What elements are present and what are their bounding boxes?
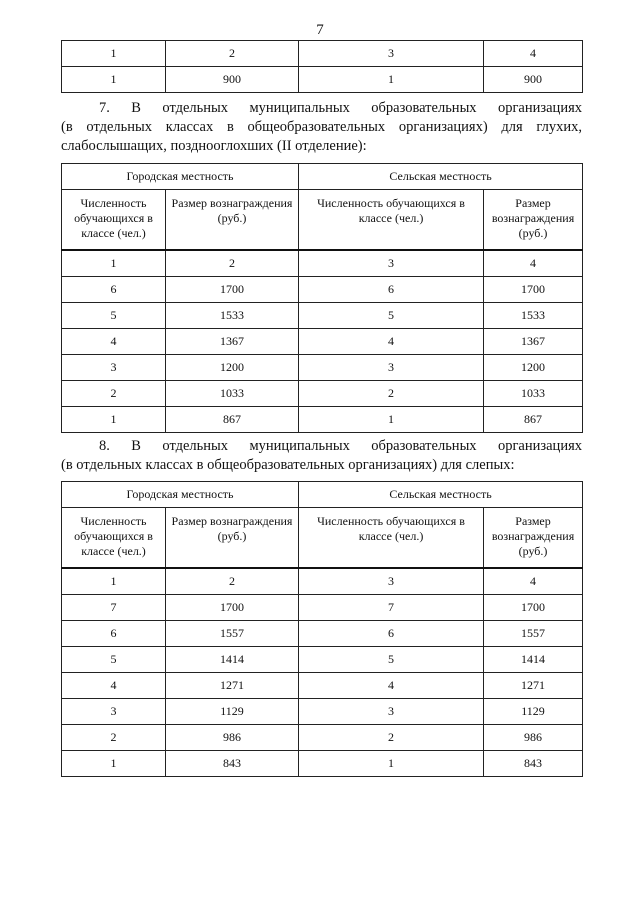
table-row <box>62 751 583 777</box>
urban-header: Городская местность <box>62 164 299 190</box>
table-cell: 867 <box>484 407 583 433</box>
column-header-count-rural: Численность обучающихся в классе (чел.) <box>299 508 484 569</box>
table-cell: 1533 <box>166 303 299 329</box>
table-cell: 5 <box>299 647 484 673</box>
table-cell: 867 <box>166 407 299 433</box>
table-cell: 1129 <box>166 699 299 725</box>
table-row <box>62 621 583 647</box>
table-row <box>62 277 583 303</box>
table-cell: 1414 <box>484 647 583 673</box>
section-8-table <box>61 481 583 777</box>
table-cell: 986 <box>166 725 299 751</box>
table-cell: 1 <box>62 250 166 277</box>
table-cell: 1271 <box>166 673 299 699</box>
section-7-line-1: 7. В отдельных муниципальных образовательных организациях <box>99 100 582 116</box>
table-cell: 6 <box>62 277 166 303</box>
table-cell: 1557 <box>166 621 299 647</box>
column-header-reward-rural: Размер вознаграждения (руб.) <box>484 508 583 569</box>
table-cell: 3 <box>299 568 484 595</box>
table-cell: 1700 <box>166 595 299 621</box>
table-cell: 1414 <box>166 647 299 673</box>
section-7-line-3: слабослышащих, позднооглохших (II отделение): <box>61 138 367 154</box>
table-cell: 4 <box>484 250 583 277</box>
table-cell: 5 <box>299 303 484 329</box>
column-header-count-rural: Численность обучающихся в классе (чел.) <box>299 190 484 251</box>
table-cell: 3 <box>62 699 166 725</box>
column-header-reward: Размер вознаграждения (руб.) <box>166 190 299 251</box>
table-cell: 1700 <box>484 595 583 621</box>
table-cell: 1367 <box>166 329 299 355</box>
table-cell: 4 <box>484 41 583 67</box>
table-cell: 843 <box>166 751 299 777</box>
table-row <box>62 329 583 355</box>
table-cell: 6 <box>62 621 166 647</box>
table-row <box>62 407 583 433</box>
table-cell: 900 <box>166 67 299 93</box>
table-cell: 7 <box>62 595 166 621</box>
table-cell: 1700 <box>484 277 583 303</box>
table-row <box>62 725 583 751</box>
table-cell: 1033 <box>166 381 299 407</box>
table-row <box>62 381 583 407</box>
table-cell: 7 <box>299 595 484 621</box>
table-row <box>62 647 583 673</box>
table-cell: 1 <box>299 407 484 433</box>
table-cell: 4 <box>62 673 166 699</box>
table-cell: 2 <box>166 41 299 67</box>
table-row <box>62 67 583 93</box>
section-8-line-2: (в отдельных классах в общеобразовательных организациях) для слепых: <box>61 457 515 473</box>
table-cell: 2 <box>166 250 299 277</box>
table-cell: 1367 <box>484 329 583 355</box>
table-cell: 3 <box>62 355 166 381</box>
table-cell: 4 <box>299 329 484 355</box>
table-cell: 1 <box>62 41 166 67</box>
table-row <box>62 699 583 725</box>
continued-table <box>61 40 583 93</box>
table-cell: 1 <box>62 407 166 433</box>
column-header-reward: Размер вознаграждения (руб.) <box>166 508 299 569</box>
table-cell: 1200 <box>166 355 299 381</box>
table-cell: 4 <box>484 568 583 595</box>
rural-header: Сельская местность <box>299 482 583 508</box>
column-header-count: Численность обучающихся в классе (чел.) <box>62 190 166 251</box>
table-column-header-row <box>62 508 583 569</box>
table-cell: 3 <box>299 41 484 67</box>
table-cell: 986 <box>484 725 583 751</box>
rural-header: Сельская местность <box>299 164 583 190</box>
table-cell: 1700 <box>166 277 299 303</box>
table-cell: 1 <box>62 751 166 777</box>
table-cell: 3 <box>299 699 484 725</box>
table-cell: 2 <box>299 381 484 407</box>
table-cell: 5 <box>62 647 166 673</box>
table-cell: 4 <box>62 329 166 355</box>
urban-header: Городская местность <box>62 482 299 508</box>
table-cell: 2 <box>62 381 166 407</box>
table-row <box>62 303 583 329</box>
table-cell: 2 <box>62 725 166 751</box>
table-row <box>62 355 583 381</box>
table-cell: 3 <box>299 355 484 381</box>
table-group-header-row <box>62 164 583 190</box>
table-group-header-row <box>62 482 583 508</box>
table-cell: 1129 <box>484 699 583 725</box>
table-column-header-row <box>62 190 583 251</box>
table-row <box>62 595 583 621</box>
table-cell: 5 <box>62 303 166 329</box>
table-cell: 2 <box>166 568 299 595</box>
table-cell: 1 <box>299 67 484 93</box>
table-row <box>62 673 583 699</box>
section-7-text <box>61 99 582 156</box>
table-cell: 6 <box>299 621 484 647</box>
table-cell: 1557 <box>484 621 583 647</box>
table-cell: 1200 <box>484 355 583 381</box>
table-cell: 843 <box>484 751 583 777</box>
column-number-row <box>62 568 583 595</box>
column-header-reward-rural: Размер вознаграждения (руб.) <box>484 190 583 251</box>
table-cell: 1 <box>299 751 484 777</box>
table-cell: 1 <box>62 67 166 93</box>
table-cell: 1033 <box>484 381 583 407</box>
column-number-row <box>62 250 583 277</box>
table-header-row <box>62 41 583 67</box>
table-cell: 1 <box>62 568 166 595</box>
table-cell: 900 <box>484 67 583 93</box>
section-8-line-1: 8. В отдельных муниципальных образовательных организациях <box>99 438 582 454</box>
section-7-table <box>61 163 583 433</box>
table-cell: 6 <box>299 277 484 303</box>
page-number: 7 <box>316 22 324 38</box>
table-cell: 1271 <box>484 673 583 699</box>
section-7-line-2: (в отдельных классах в общеобразовательных организациях) для глухих, <box>61 119 582 135</box>
table-cell: 1533 <box>484 303 583 329</box>
column-header-count: Численность обучающихся в классе (чел.) <box>62 508 166 569</box>
table-cell: 4 <box>299 673 484 699</box>
table-cell: 3 <box>299 250 484 277</box>
section-8-text <box>61 437 582 475</box>
table-cell: 2 <box>299 725 484 751</box>
